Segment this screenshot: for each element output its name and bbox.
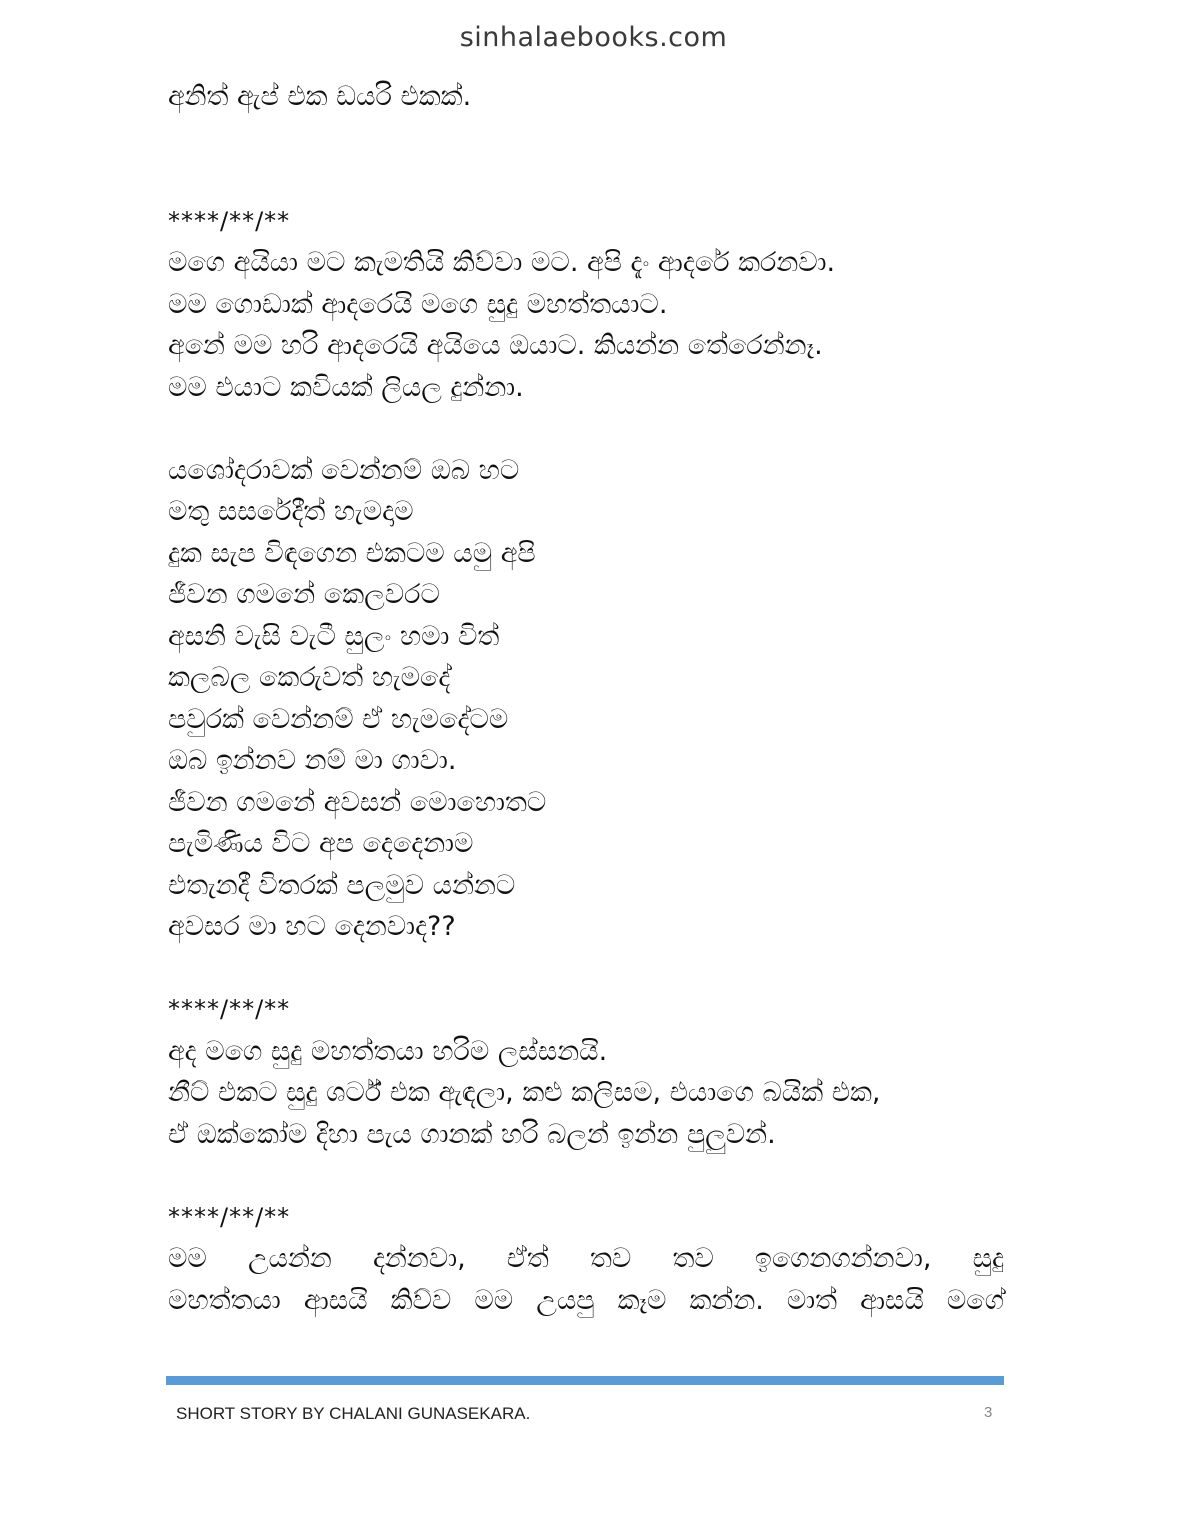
poem-line: ජීවන ගමනේ කෙලවරට — [168, 579, 440, 610]
section2-line: අද මගෙ සුදු මහත්තයා හරිම ලස්සනයි. — [168, 1035, 608, 1067]
site-header: sinhalaebooks.com — [459, 22, 728, 53]
section1-line: අනේ මම හරි ආදරෙයි අයියෙ ඔයාට. කියන්න තේරෙන්නෑ. — [168, 330, 823, 361]
section-separator: ****/**/** — [168, 995, 291, 1023]
poem-line: ඔබ ඉන්නව නම් මා ගාවා. — [168, 745, 457, 776]
blank-line — [168, 1155, 1004, 1197]
page-content — [168, 76, 1004, 1321]
section3-line: මම උයන්න දන්නවා, ඒත් තව තව ඉගෙනගන්නවා, සුදු — [168, 1243, 1004, 1274]
poem-line: මතු සසරේදීත් හැමදාම — [168, 496, 414, 527]
section2-line: ඒ ඔක්කෝම දිහා පැය ගානක් හරි බලන් ඉන්න පුලුවන්. — [168, 1118, 776, 1150]
section-separator: ****/**/** — [168, 206, 291, 235]
poem-line: ජීවන ගමනේ අවසන් මොහොතට — [168, 786, 547, 818]
poem-line: දුක සැප විඳගෙන එකටම යමු අපි — [168, 537, 536, 569]
blank-line — [168, 159, 1004, 201]
intro-line: අනිත් ඇප් එක ඩයරි එකක්. — [168, 81, 472, 112]
poem-line: පැමිණිය විට අප දෙදෙනාම — [168, 828, 474, 859]
poem-line: අවසර මා හට දෙනවාද?? — [168, 911, 456, 942]
poem-line: අසනි වැසි වැටී සුලං හමා විත් — [168, 620, 500, 652]
section2-line: නීට් එකට සුදු ශර්ට් එක ඇඳලා, කළු කලිසම, එයාගෙ බයික් එක, — [168, 1077, 881, 1108]
section1-line: මම එයාට කවියක් ලියල දුන්නා. — [168, 371, 524, 403]
section-separator: ****/**/** — [168, 1202, 291, 1231]
footer-title: SHORT STORY BY CHALANI GUNASEKARA. — [176, 1404, 531, 1423]
blank-line — [168, 118, 1004, 160]
poem-line: පවුරක් වෙන්නම් ඒ හැමදේටම — [168, 703, 509, 735]
blank-line — [168, 948, 1004, 990]
section1-line: මගෙ අයියා මට කැමතියි කිව්වා මට. අපි දැං ආදරේ කරනවා. — [168, 247, 836, 278]
page-number: 3 — [984, 1404, 993, 1421]
poem-line: එතැනදී විතරක් පලමුව යන්නට — [168, 869, 516, 901]
section1-line: මම ගොඩාක් ආදරෙයි මගෙ සුදු මහත්තයාට. — [168, 288, 668, 320]
blank-line — [168, 408, 1004, 450]
poem-line: යශෝදරාවක් වෙන්නම් ඔබ හට — [168, 454, 520, 486]
section3-line: මහත්තයා ආසයි කිව්ව මම උයපු කෑම කන්න. මාත් ආසයි මගේ — [168, 1284, 1004, 1316]
footer-rule — [166, 1376, 1004, 1385]
poem-line: කලබල කෙරුවත් හැමදේ — [168, 662, 451, 693]
